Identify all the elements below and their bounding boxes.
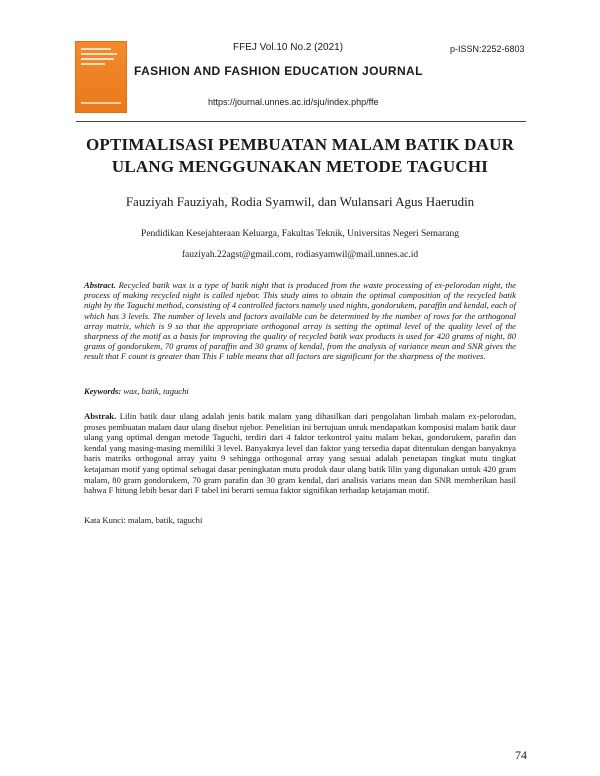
author-emails[interactable]: fauziyah.22agst@gmail.com, rodiasyamwil@mail.unnes.ac.id xyxy=(181,250,419,260)
journal-issn: p-ISSN:2252-6803 xyxy=(450,44,525,54)
abstract-indonesian-label: Abstrak. xyxy=(84,411,117,421)
journal-url[interactable]: https://journal.unnes.ac.id/sju/index.php/ffe xyxy=(208,97,379,107)
abstract-indonesian-text: Lilin batik daur ulang adalah jenis batik malam yang dihasilkan dari pengolahan limbah malam ex-pelorodan, proses pembuatan malam daur ulang disebut njebor. Penelitian ini bertujuan untuk mendapatkan komposisi malam batik daur ulang yang optimal dengan metode Taguchi, terdiri dari 4 faktor terkontrol yaitu malam bekas, gondorukem, parafin dan kendal yang masing-masing memiliki 3 level. Banyaknya level dan faktor yang tersedia dapat ditentukan dengan banyaknya baris matriks orthogonal array yaitu 9 sehingga orthogonal array yang sesuai adalah penetapan tingkat mutu tingkat ketajaman motif yang optimal sebagai dasar peningkatan mutu produk daur ulang batik lilin yang digunakan untuk 420 gram malam, 80 gram gondorukem, 70 gram parafin dan 30 gram kendal, dari analisis varians mean dan SNR memberikan hasil bahwa F hitung lebih besar dari F tabel ini berarti semua faktor signifikan terhadap ketajaman motif. xyxy=(84,411,517,496)
author-affiliation: Pendidikan Kesejahteraan Keluarga, Fakultas Teknik, Universitas Negeri Semarang xyxy=(141,229,459,239)
journal-name: FASHION AND FASHION EDUCATION JOURNAL xyxy=(134,64,423,78)
keywords-english-label: Keywords: xyxy=(84,386,122,396)
page-number: 74 xyxy=(515,748,527,762)
abstract-english-label: Abstract. xyxy=(84,280,116,290)
keywords-english-text: wax, batik, taguchi xyxy=(123,386,189,396)
header-divider xyxy=(76,121,526,122)
abstract-english xyxy=(84,280,516,362)
paper-title: OPTIMALISASI PEMBUATAN MALAM BATIK DAUR ULANG MENGGUNAKAN METODE TAGUCHI xyxy=(85,135,515,176)
keywords-english xyxy=(84,386,189,396)
keywords-indonesian: Kata Kunci: malam, batik, taguchi xyxy=(84,515,203,525)
journal-cover-thumbnail xyxy=(76,42,126,112)
journal-volume: FFEJ Vol.10 No.2 (2021) xyxy=(233,42,344,53)
abstract-indonesian xyxy=(84,411,516,496)
abstract-english-text: Recycled batik wax is a type of batik night that is produced from the waste processing of ex-pelorodan night, the process of making recycled night is called njebor. This study aims to obtain the optimal composition of the recycled batik night by the Taguchi method, consisting of 4 controlled factors namely used nights, gondorukem, paraffin and kendal, each of which has 3 levels. The number of levels and factors available can be determined by the number of rows for the orthogonal array matrix, which is 9 so that the appropriate orthogonal array is setting the optimal level of the quality level of the sharpness of the motif as a basis for improving the quality of recycled batik wax products is used for 420 grams of night, 80 grams of gondorukem, 70 grams of paraffin and 30 grams of kendal, from the analysis of variance mean and SNR gives the result that F count is greater than This F table means that all factors are significant for the sharpness of the motives. xyxy=(84,280,517,362)
paper-authors: Fauziyah Fauziyah, Rodia Syamwil, dan Wulansari Agus Haerudin xyxy=(125,194,475,209)
